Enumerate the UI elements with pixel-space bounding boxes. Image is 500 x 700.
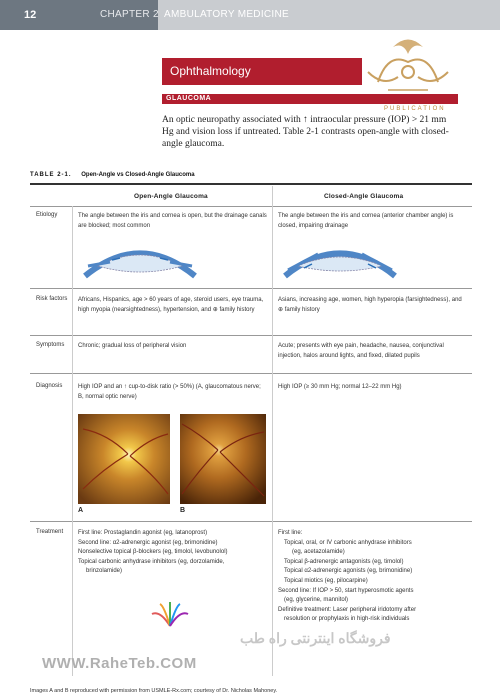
treatment-open-line: brinzolamide) <box>86 568 123 575</box>
column-divider <box>72 206 73 676</box>
treatment-closed-line: Topical miotics (eg, pilocarpine) <box>284 577 368 584</box>
open-angle-diagram-icon <box>80 236 200 284</box>
section-title: Ophthalmology <box>170 64 251 78</box>
row-divider <box>30 335 472 336</box>
row-label-diagnosis: Diagnosis <box>36 383 63 389</box>
image-b-label: B <box>180 507 186 514</box>
table-title: Open-Angle vs Closed-Angle Glaucoma <box>81 172 195 178</box>
etiology-open: The angle between the iris and cornea is open, but the drainage canals are blocked; most common <box>78 213 267 229</box>
row-divider <box>30 288 472 289</box>
table-header-rule <box>30 206 472 207</box>
diagnosis-closed: High IOP (≥ 30 mm Hg; normal 12–22 mm Hg) <box>278 384 402 390</box>
watermark-url: WWW.RaheTeb.COM <box>42 655 197 672</box>
fundus-normal-image <box>180 414 266 504</box>
risk-open: Africans, Hispanics, age > 60 years of age, steroid users, eye trauma, high myopia (nearsightedness), hypertension, and ⊕ family history <box>78 297 264 313</box>
treatment-closed-line: First line: <box>278 530 303 536</box>
treatment-open-line: Topical carbonic anhydrase inhibitors (eg, dorzolamide, <box>78 558 225 565</box>
closed-angle-diagram-icon <box>280 236 400 284</box>
treatment-closed-line: resolution or prophylaxis in high-risk individuals <box>284 616 410 623</box>
column-divider <box>272 186 273 676</box>
treatment-closed <box>278 529 468 625</box>
image-a-label: A <box>78 507 84 514</box>
watermark-persian-text: فروشگاه اینترنتی راه طب <box>240 630 391 646</box>
intro-paragraph: An optic neuropathy associated with ↑ intraocular pressure (IOP) > 21 mm Hg and vision loss if untreated. Table 2-1 contrasts open-angle with closed-angle glaucoma. <box>162 115 449 149</box>
treatment-closed-line: Second line: If IOP > 50, start hyperosmotic agents <box>278 587 414 594</box>
etiology-closed: The angle between the iris and cornea (anterior chamber angle) is closed, impairing drainage <box>278 213 454 229</box>
col-header-closed: Closed-Angle Glaucoma <box>324 193 404 200</box>
treatment-closed-line: (eg, acetazolamide) <box>292 549 345 556</box>
fundus-glaucomatous-image <box>78 414 170 504</box>
symptoms-open: Chronic; gradual loss of peripheral vision <box>78 343 187 349</box>
row-label-risk: Risk factors <box>36 296 68 302</box>
row-label-etiology: Etiology <box>36 212 58 218</box>
treatment-open <box>78 529 268 577</box>
treatment-closed-line: Topical β-adrenergic antagonists (eg, timolol) <box>284 558 404 565</box>
publisher-logo-sub: PUBLICATION <box>384 106 446 112</box>
chapter-label: CHAPTER 2 <box>100 9 159 20</box>
bookstore-watermark-icon <box>150 600 190 628</box>
treatment-open-line: First line: Prostaglandin agonist (eg, latanoprost) <box>78 530 208 536</box>
publisher-logo-icon <box>358 32 458 102</box>
treatment-open-line: Nonselective topical β-blockers (eg, timolol, levobunolol) <box>78 549 228 556</box>
page-number: 12 <box>24 9 37 21</box>
subsection-title: GLAUCOMA <box>166 95 212 102</box>
treatment-closed-line: Topical α2-adrenergic agonists (eg, brimonidine) <box>284 568 413 575</box>
image-credit: Images A and B reproduced with permission from USMLE-Rx.com; courtesy of Dr. Nicholas Mahoney. <box>30 688 278 694</box>
row-divider <box>30 373 472 374</box>
symptoms-closed: Acute; presents with eye pain, headache, nausea, conjunctival injection, halos around lights, and fixed, dilated pupils <box>278 343 444 359</box>
row-label-treatment: Treatment <box>36 529 64 535</box>
table-number: TABLE 2-1. <box>30 172 72 178</box>
treatment-closed-line: (eg, glycerine, mannitol) <box>284 597 349 604</box>
row-label-symptoms: Symptoms <box>36 342 65 348</box>
treatment-closed-line: Definitive treatment: Laser peripheral iridotomy after <box>278 606 417 613</box>
col-header-open: Open-Angle Glaucoma <box>134 193 208 200</box>
treatment-closed-line: Topical, oral, or IV carbonic anhydrase inhibitors <box>284 539 412 546</box>
treatment-open-line: Second line: α2-adrenergic agonist (eg, brimonidine) <box>78 539 218 546</box>
chapter-title: AMBULATORY MEDICINE <box>164 9 289 20</box>
row-divider <box>30 521 472 522</box>
table-top-rule <box>30 183 472 185</box>
table-caption <box>30 172 195 178</box>
diagnosis-open: High IOP and an ↑ cup-to-disk ratio (> 50%) (A, glaucomatous nerve; B, normal optic nerve) <box>78 384 261 400</box>
risk-closed: Asians, increasing age, women, high hyperopia (farsightedness), and ⊕ family history <box>278 297 462 313</box>
page-header <box>0 0 500 30</box>
